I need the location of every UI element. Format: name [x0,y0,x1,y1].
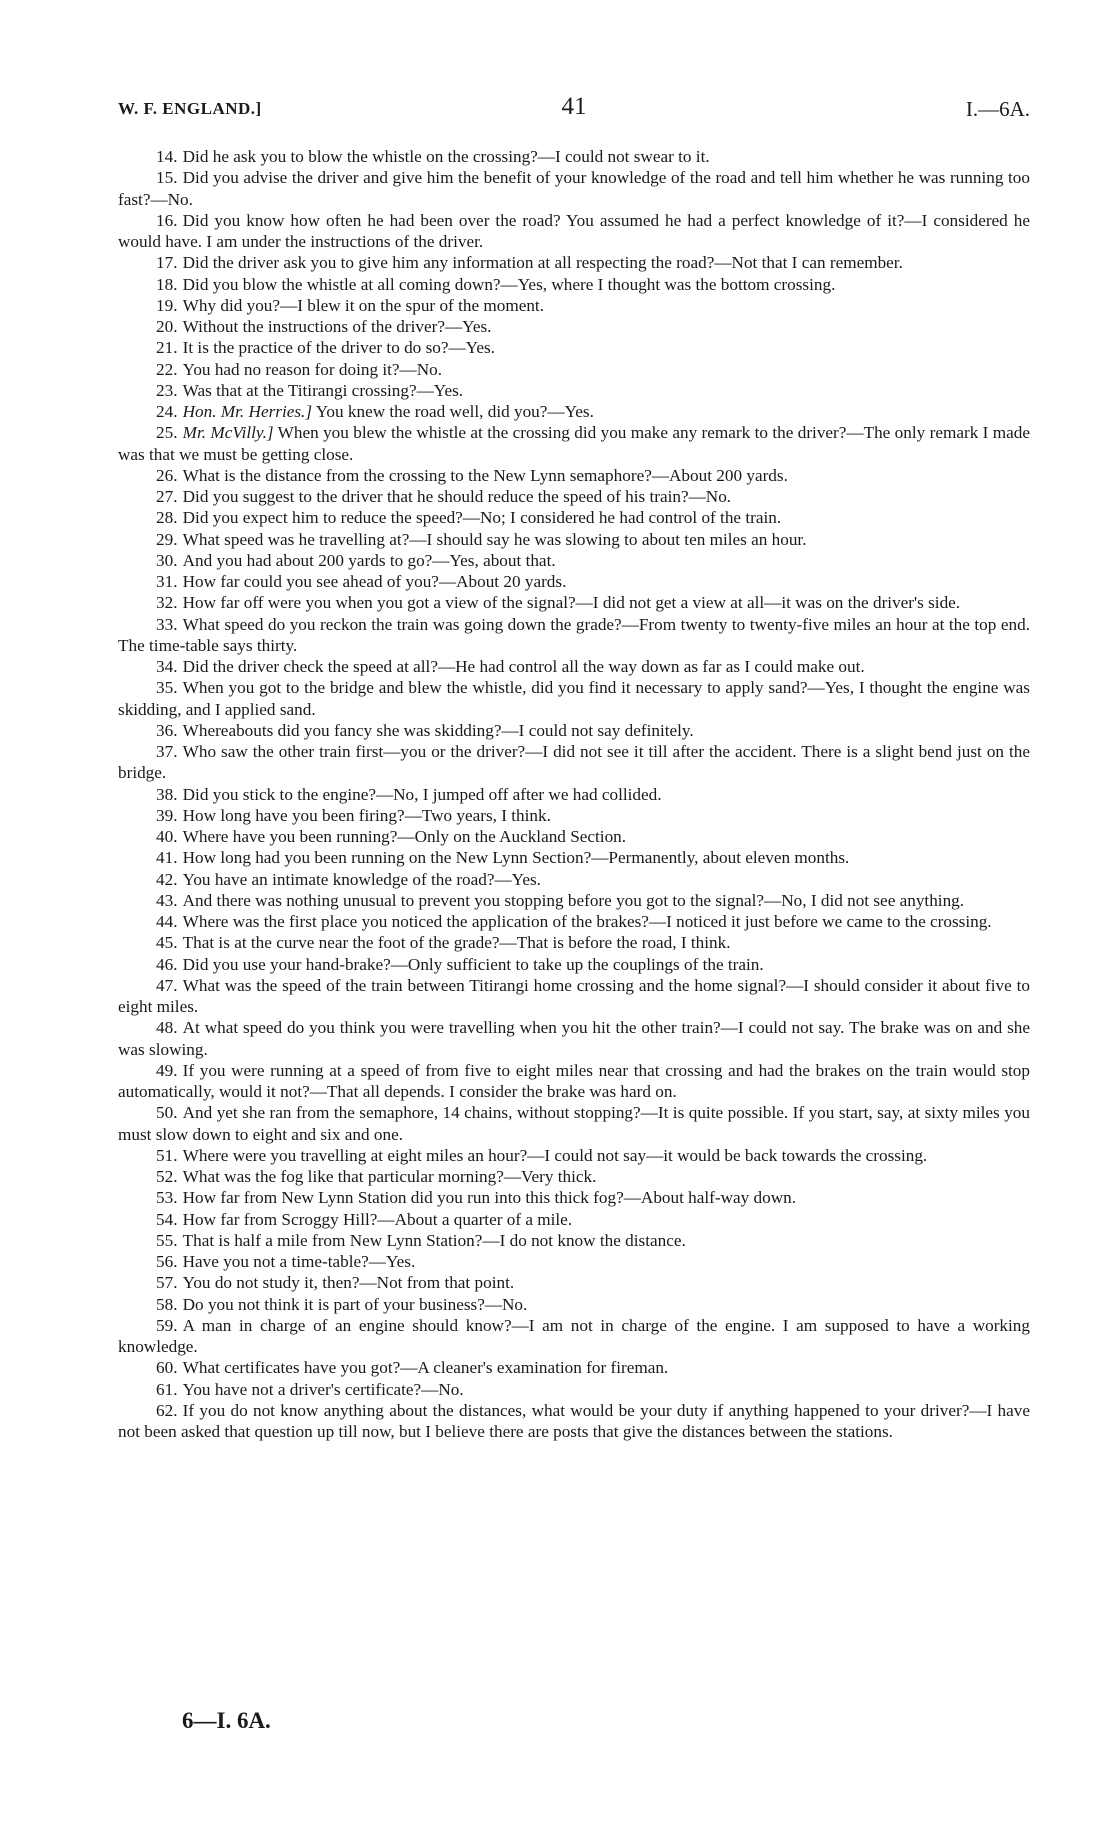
question-text: Why did you?—I blew it on the spur of the moment. [182,295,544,315]
testimony-paragraph [118,741,1030,784]
question-text: Did you suggest to the driver that he should reduce the speed of his train?—No. [182,487,732,506]
question-number: 47. [156,975,178,995]
question-text: You have not a driver's certificate?—No. [182,1379,464,1399]
testimony-paragraph [118,1145,1030,1166]
question-number: 30. [156,550,178,570]
question-number: 36. [156,720,178,740]
question-text: If you do not know anything about the distances, what would be your duty if anything happened to your driver?—I have not been asked that question up till now, but I believe there are posts that give the distances between the stations. [118,1400,1030,1441]
testimony-body [118,146,1030,1442]
question-text: Where was the first place you noticed the application of the brakes?—I noticed it just before we came to the crossing. [182,912,992,931]
speaker-name: Mr. McVilly.] [182,423,274,443]
question-text: Where have you been running?—Only on the Auckland Section. [182,827,627,846]
question-text: At what speed do you think you were travelling when you hit the other train?—I could not say. The brake was on and she was slowing. [118,1018,1030,1059]
testimony-paragraph [118,954,1030,975]
testimony-paragraph [118,614,1030,657]
question-number: 38. [156,784,178,804]
testimony-paragraph [118,847,1030,868]
question-number: 41. [156,848,178,868]
question-number: 55. [156,1230,178,1250]
question-number: 49. [156,1060,178,1080]
question-number: 48. [156,1018,178,1038]
testimony-paragraph [118,932,1030,953]
question-number: 34. [156,657,178,676]
question-number: 59. [156,1315,178,1335]
question-text: What was the speed of the train between Titirangi home crossing and the home signal?—I should consider it about five to eight miles. [118,975,1030,1016]
question-number: 26. [156,465,178,485]
testimony-paragraph [118,890,1030,911]
question-number: 35. [156,678,178,698]
question-number: 50. [156,1103,178,1123]
paper-reference: I.—6A. [965,97,1030,121]
testimony-paragraph [118,550,1030,571]
question-number: 19. [156,295,178,315]
question-text: Did you know how often he had been over the road? You assumed he had a perfect knowledge of it?—I considered he would have. I am under the instructions of the driver. [118,210,1030,251]
question-text: What is the distance from the crossing to the New Lynn semaphore?—About 200 yards. [182,465,788,485]
testimony-paragraph [118,571,1030,592]
testimony-paragraph [118,210,1030,253]
testimony-paragraph [118,656,1030,677]
testimony-paragraph [118,720,1030,741]
testimony-paragraph [118,826,1030,847]
question-number: 18. [156,274,178,294]
testimony-paragraph [118,592,1030,613]
question-text: When you got to the bridge and blew the whistle, did you find it necessary to apply sand?—Yes, I thought the engine was skidding, and I applied sand. [118,678,1030,719]
question-number: 16. [156,210,178,230]
question-number: 14. [156,147,178,166]
testimony-paragraph [118,1251,1030,1272]
testimony-paragraph [118,1315,1030,1358]
testimony-paragraph [118,1166,1030,1187]
question-text: Did you use your hand-brake?—Only sufficient to take up the couplings of the train. [182,954,764,974]
question-number: 56. [156,1252,178,1271]
testimony-paragraph [118,380,1030,401]
testimony-paragraph [118,1272,1030,1293]
testimony-paragraph [118,316,1030,337]
question-text: It is the practice of the driver to do so?—Yes. [182,338,495,358]
question-number: 23. [156,380,178,400]
testimony-paragraph [118,167,1030,210]
question-text: Did you expect him to reduce the speed?—No; I considered he had control of the train. [182,508,782,528]
testimony-paragraph [118,1017,1030,1060]
page-number: 41 [561,93,587,120]
testimony-paragraph [118,146,1030,167]
testimony-paragraph [118,274,1030,295]
question-number: 33. [156,614,178,634]
testimony-paragraph [118,1187,1030,1208]
question-number: 42. [156,869,178,889]
question-number: 39. [156,805,178,825]
question-text: Did he ask you to blow the whistle on the crossing?—I could not swear to it. [182,147,710,166]
question-number: 25. [156,423,178,443]
question-number: 60. [156,1358,178,1378]
testimony-paragraph [118,337,1030,358]
question-text: And yet she ran from the semaphore, 14 chains, without stopping?—It is quite possible. If you start, say, at sixty miles you must slow down to eight and six and one. [118,1103,1030,1144]
testimony-paragraph [118,1102,1030,1145]
question-number: 62. [156,1400,178,1420]
question-number: 57. [156,1273,178,1293]
question-number: 32. [156,593,178,613]
question-text: You knew the road well, did you?—Yes. [315,402,594,421]
question-text: How long have you been firing?—Two years, I think. [182,805,551,825]
testimony-paragraph [118,1060,1030,1103]
testimony-paragraph [118,295,1030,316]
question-text: What certificates have you got?—A cleaner's examination for fireman. [182,1358,669,1378]
testimony-paragraph [118,911,1030,932]
testimony-paragraph [118,1294,1030,1315]
question-text: How far from New Lynn Station did you run into this thick fog?—About half-way down. [182,1188,797,1208]
question-number: 29. [156,529,178,549]
question-text: You had no reason for doing it?—No. [182,359,443,379]
testimony-paragraph [118,1379,1030,1400]
question-number: 61. [156,1379,178,1399]
question-text: What speed do you reckon the train was going down the grade?—From twenty to twenty-five miles an hour at the top end. The time-table says thirty. [118,614,1030,655]
testimony-paragraph [118,422,1030,465]
question-text: That is at the curve near the foot of the grade?—That is before the road, I think. [182,933,731,953]
testimony-paragraph [118,1400,1030,1443]
question-text: Who saw the other train first—you or the driver?—I did not see it till after the accident. There is a slight bend just on the bridge. [118,742,1030,783]
question-text: You have an intimate knowledge of the road?—Yes. [182,869,541,889]
question-text: How far from Scroggy Hill?—About a quarter of a mile. [182,1209,573,1229]
testimony-paragraph [118,1209,1030,1230]
question-text: A man in charge of an engine should know?—I am not in charge of the engine. I am supposed to have a working knowledge. [118,1315,1030,1356]
question-number: 51. [156,1145,178,1165]
question-text: Do you not think it is part of your business?—No. [182,1294,528,1314]
testimony-paragraph [118,805,1030,826]
question-number: 58. [156,1294,178,1314]
testimony-paragraph [118,359,1030,380]
testimony-paragraph [118,1230,1030,1251]
question-number: 54. [156,1209,178,1229]
question-number: 28. [156,508,178,528]
question-text: When you blew the whistle at the crossing did you make any remark to the driver?—The only remark I made was that we must be getting close. [118,423,1030,464]
question-number: 31. [156,572,178,591]
question-number: 52. [156,1167,178,1186]
question-number: 27. [156,487,178,506]
question-text: Did you blow the whistle at all coming down?—Yes, where I thought was the bottom crossing. [182,274,836,294]
sheet-signature: 6—I. 6A. [182,1708,271,1733]
question-number: 46. [156,954,178,974]
testimony-paragraph [118,486,1030,507]
question-text: Did the driver check the speed at all?—He had control all the way down as far as I could make out. [182,657,865,676]
page-header [118,93,1030,123]
testimony-paragraph [118,507,1030,528]
question-text: That is half a mile from New Lynn Station?—I do not know the distance. [182,1230,686,1250]
question-text: How far off were you when you got a view of the signal?—I did not get a view at all—it was on the driver's side. [182,593,961,613]
question-text: What speed was he travelling at?—I should say he was slowing to about ten miles an hour. [182,529,807,549]
question-text: Was that at the Titirangi crossing?—Yes. [182,380,464,400]
question-text: How far could you see ahead of you?—About 20 yards. [182,572,567,591]
question-number: 44. [156,912,178,931]
testimony-paragraph [118,529,1030,550]
speaker-name: Hon. Mr. Herries.] [182,402,313,421]
testimony-paragraph [118,869,1030,890]
question-number: 22. [156,359,178,379]
witness-name: W. F. ENGLAND.] [118,99,262,118]
question-text: If you were running at a speed of from five to eight miles near that crossing and had the brakes on the train would stop automatically, would it not?—That all depends. I consider the brake was hard on. [118,1060,1030,1101]
question-text: You do not study it, then?—Not from that point. [182,1273,515,1293]
question-text: Did the driver ask you to give him any information at all respecting the road?—Not that I can remember. [182,253,903,273]
question-text: And you had about 200 yards to go?—Yes, about that. [182,550,556,570]
question-number: 15. [156,168,178,188]
question-number: 40. [156,827,178,846]
testimony-paragraph [118,784,1030,805]
question-number: 24. [156,402,178,421]
question-number: 17. [156,253,178,273]
question-text: Whereabouts did you fancy she was skidding?—I could not say definitely. [182,720,694,740]
testimony-paragraph [118,465,1030,486]
question-number: 53. [156,1188,178,1208]
question-text: Did you stick to the engine?—No, I jumped off after we had collided. [182,784,662,804]
question-number: 45. [156,933,178,953]
testimony-paragraph [118,975,1030,1018]
question-text: What was the fog like that particular morning?—Very thick. [182,1167,597,1186]
question-text: And there was nothing unusual to prevent you stopping before you got to the signal?—No, I did not see anything. [182,890,965,910]
question-text: Where were you travelling at eight miles an hour?—I could not say—it would be back towards the crossing. [182,1145,928,1165]
question-number: 20. [156,317,178,336]
testimony-paragraph [118,677,1030,720]
question-number: 43. [156,890,178,910]
testimony-paragraph [118,1357,1030,1378]
question-number: 37. [156,742,178,761]
testimony-paragraph [118,252,1030,273]
testimony-paragraph [118,401,1030,422]
question-text: Without the instructions of the driver?—Yes. [182,317,492,336]
question-text: Did you advise the driver and give him the benefit of your knowledge of the road and tell him whether he was running too fast?—No. [118,168,1030,209]
question-text: How long had you been running on the New Lynn Section?—Permanently, about eleven months. [182,848,850,868]
question-text: Have you not a time-table?—Yes. [182,1252,416,1271]
question-number: 21. [156,338,178,358]
